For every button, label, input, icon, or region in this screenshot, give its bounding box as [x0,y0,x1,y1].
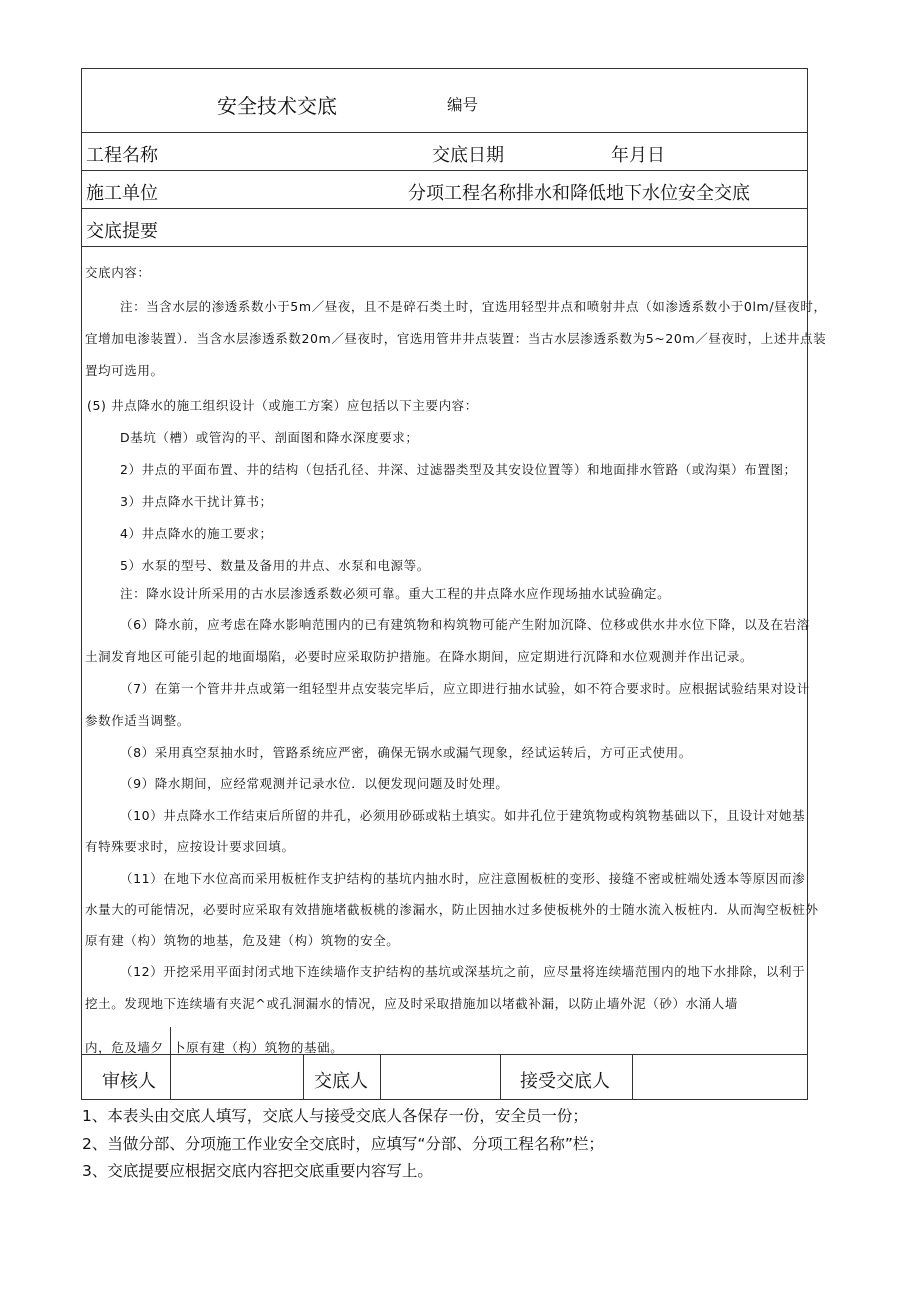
content-line: 注：降水设计所采用的古水层渗透系数必须可靠。重大工程的井点降水应作现场抽水试验确定。 [120,586,671,601]
content-line: 交底内容： [85,265,151,280]
row-divider [81,170,808,171]
note-1: 1、本表头由交底人填写，交底人与接受交底人各保存一份，安全员一份； [82,1107,588,1125]
content-line: 2）井点的平面布置、井的结构（包括孔径、井深、过滤器类型及其安设位置等）和地面排水管路（或沟渠）布置图； [120,462,797,477]
column-divider [380,1054,381,1100]
content-line: 有特殊要求时，应按设计要求回填。 [85,839,295,854]
note-3: 3、交底提要应根据交底内容把交底重要内容写上。 [82,1162,433,1180]
column-divider [632,1054,633,1100]
sub-project-name: 分项工程名称排水和降低地下水位安全交底 [408,183,750,204]
content-line: 3）井点降水干扰计算书； [120,494,273,509]
reviewer-label: 审核人 [102,1071,156,1092]
table-border-bottom [81,1099,808,1100]
content-line: 挖土。发现地下连续墙有夹泥^或孔洞漏水的情况，应及时采取措施加以堵截补漏，以防止墙外泥（砂）水涌人墙 [85,996,738,1011]
content-line: （10）井点降水工作结束后所留的井孔，必须用砂砾或粘土填实。如井孔位于建筑物或构筑物基础以下，且设计对她基 [120,808,806,823]
content-line: （11）在地下水位高而采用板桩作支护结构的基坑内抽水时，应注意囿板桩的变形、接缝不密或桩端处透本等原因而渗 [120,871,806,886]
content-line: (5) 井点降水的施工组织设计（或施工方案）应包括以下主要内容： [87,398,478,413]
content-line: 参数作适当调整。 [85,713,190,728]
content-line: 宜增加电渗装置）．当含水层渗透系数20m／昼夜时，官选用管井井点装置：当古水层渗透系数为5~20m／昼夜时，上述井点装 [85,331,827,346]
row-divider [81,208,808,209]
column-divider [170,1027,171,1100]
construction-unit-label: 施工单位 [86,183,158,204]
discloser-label: 交底人 [314,1071,368,1092]
date-value: 年月日 [611,145,665,166]
content-line: 水量大的可能情况，必要时应采取有效措施堵截板桃的渗漏水，防止因抽水过多使板桃外的士随水流入板桩内．从而淘空板桩外 [85,902,819,917]
table-border-right [807,68,808,1100]
project-name-label: 工程名称 [86,145,158,166]
content-line-last-left: 内，危及墙夕 [85,1040,164,1055]
content-line: 4）井点降水的施工要求； [120,526,273,541]
document-title: 安全技术交底 [217,94,337,118]
number-label: 编号 [447,96,479,114]
content-line-last-right: 卜原有建（构）筑物的基础。 [173,1040,344,1055]
content-line: 土洞发育地区可能引起的地面塌陷，必要时应采取防护措施。在降水期间，应定期进行沉降和水位观测并作出记录。 [85,649,754,664]
content-line: 原有建（构）筑物的地基，危及建（构）筑物的安全。 [85,933,400,948]
content-line: （9）降水期间，应经常观测并记录水位．以便发现问题及时处理。 [120,776,509,791]
content-line: 注：当含水层的渗透系数小于5m／昼夜，且不是碎石类土时，宜选用轻型井点和喷射井点（如渗透系数小于0lm/昼夜时， [120,299,827,314]
row-divider [81,132,808,133]
table-border-top [81,68,808,69]
column-divider [303,1054,304,1100]
note-2: 2、当做分部、分项施工作业安全交底时，应填写“分部、分项工程名称”栏； [82,1135,604,1153]
content-line: 置均可选用。 [85,363,164,378]
content-line: D基坑（槽）或管沟的平、剖面图和降水深度要求； [120,430,419,445]
content-line: （8）采用真空泵抽水时，管路系统应严密，确保无锅水或漏气现象，经试运转后，方可正式使用。 [120,745,692,760]
table-border-left [81,68,82,1100]
content-line: （6）降水前，应考虑在降水影响范围内的已有建筑物和构筑物可能产生附加沉降、位移或供水井水位下降，以及在岩溶 [120,617,810,632]
summary-label: 交底提要 [86,221,158,242]
date-label: 交底日期 [432,145,504,166]
content-line: （7）在第一个管井井点或第一组轻型井点安装完毕后，应立即进行抽水试验，如不符合要求时。应根据试验结果对设计 [120,681,810,696]
column-divider [500,1054,501,1100]
content-line: （12）开挖采用平面封闭式地下连续墙作支护结构的基坑或深基坑之前，应尽量将连续墙范围内的地下水排除，以利于 [120,964,806,979]
content-line: 5）水泵的型号、数量及备用的井点、水泵和电源等。 [120,558,430,573]
row-divider [81,246,808,247]
receiver-label: 接受交底人 [520,1071,610,1092]
